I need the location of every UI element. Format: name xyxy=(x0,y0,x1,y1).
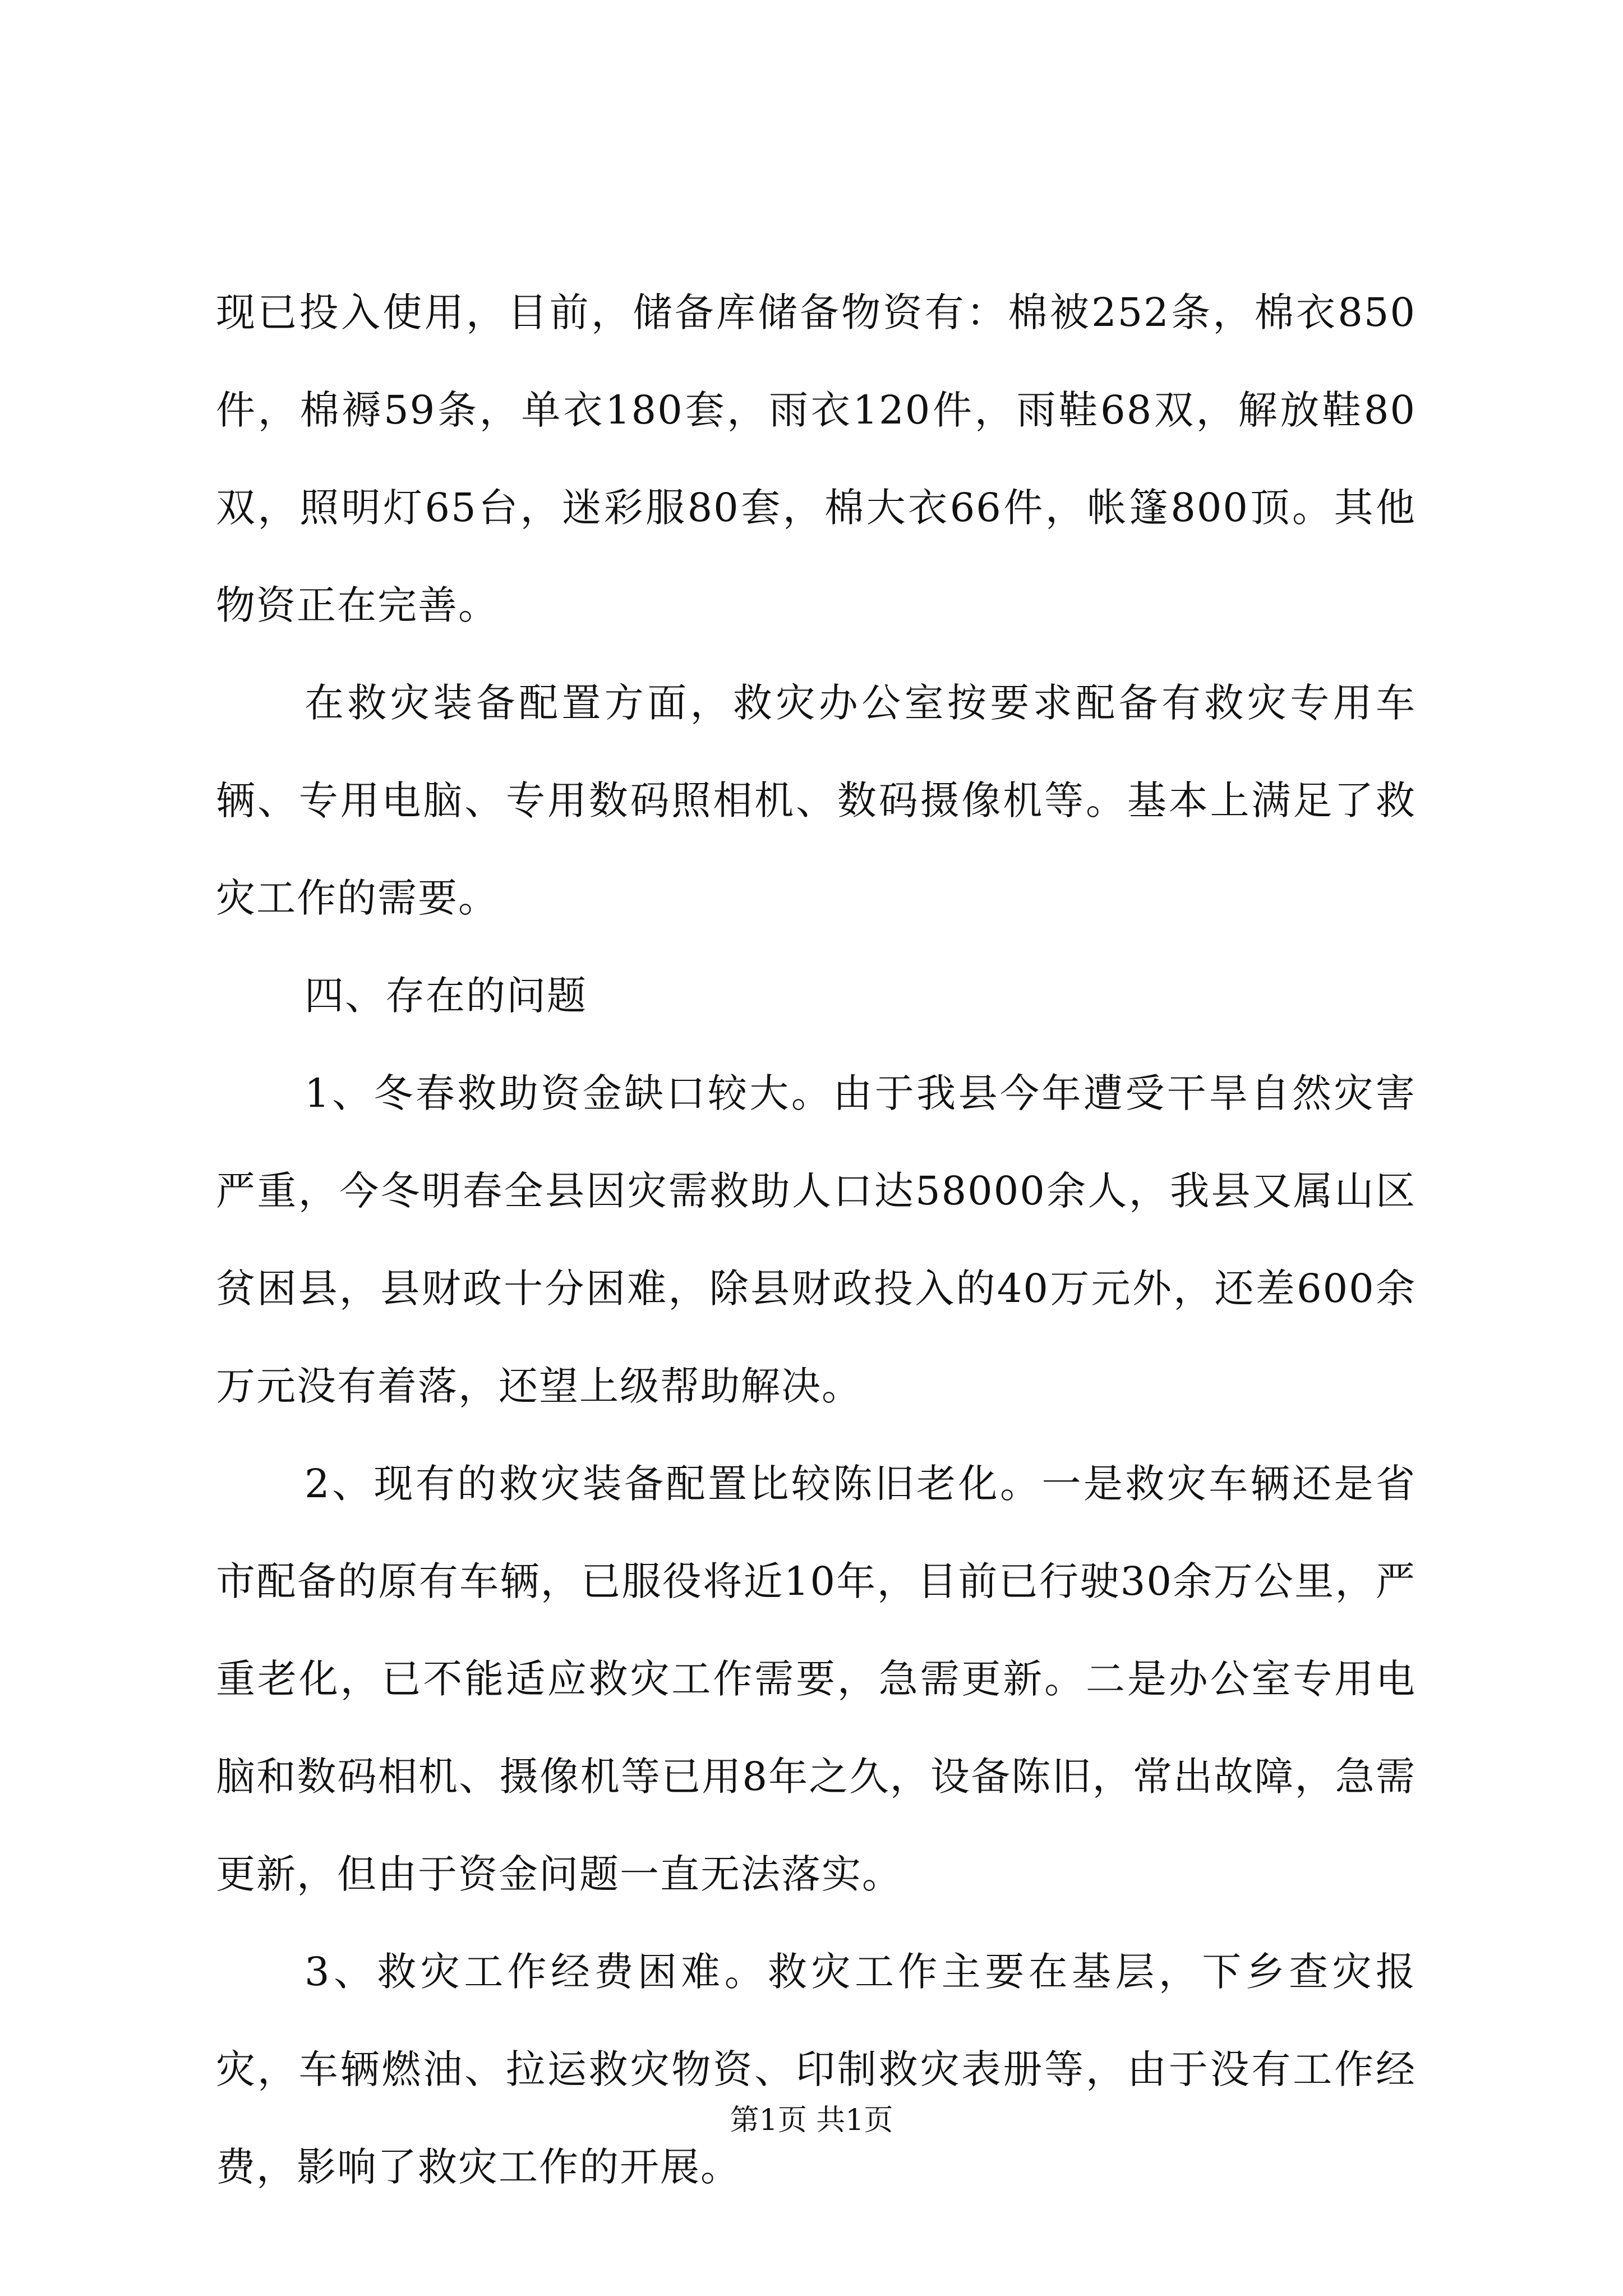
paragraph-materials: 现已投入使用，目前，储备库储备物资有：棉被252条，棉衣850件，棉褥59条，单衣180套，雨衣120件，雨鞋68双，解放鞋80双，照明灯65台，迷彩服80套，棉大衣66件，帐篷800顶。其他物资正在完善。 xyxy=(216,289,1416,628)
page-number-label: 第1页 共1页 xyxy=(730,2104,893,2137)
document-body xyxy=(216,264,1416,2216)
paragraph-problem-2: 2、现有的救灾装备配置比较陈旧老化。一是救灾车辆还是省市配备的原有车辆，已服役将近10年，目前已行驶30余万公里，严重老化，已不能适应救灾工作需要，急需更新。二是办公室专用电脑和数码相机、摄像机等已用8年之久，设备陈旧，常出故障，急需更新，但由于资金问题一直无法落实。 xyxy=(216,1461,1416,1897)
paragraph-problem-3: 3、救灾工作经费困难。救灾工作主要在基层，下乡查灾报灾，车辆燃油、拉运救灾物资、印制救灾表册等，由于没有工作经费，影响了救灾工作的开展。 xyxy=(216,1949,1416,2190)
paragraph-problem-1: 1、冬春救助资金缺口较大。由于我县今年遭受干旱自然灾害严重，今冬明春全县因灾需救助人口达58000余人，我县又属山区贫困县，县财政十分困难，除县财政投入的40万元外，还差600余万元没有着落，还望上级帮助解决。 xyxy=(216,1070,1416,1409)
section-heading-problems: 四、存在的问题 xyxy=(305,973,587,1019)
paragraph-equipment: 在救灾装备配置方面，救灾办公室按要求配备有救灾专用车辆、专用电脑、专用数码照相机、数码摄像机等。基本上满足了救灾工作的需要。 xyxy=(216,680,1416,921)
page-footer xyxy=(0,2101,1623,2140)
